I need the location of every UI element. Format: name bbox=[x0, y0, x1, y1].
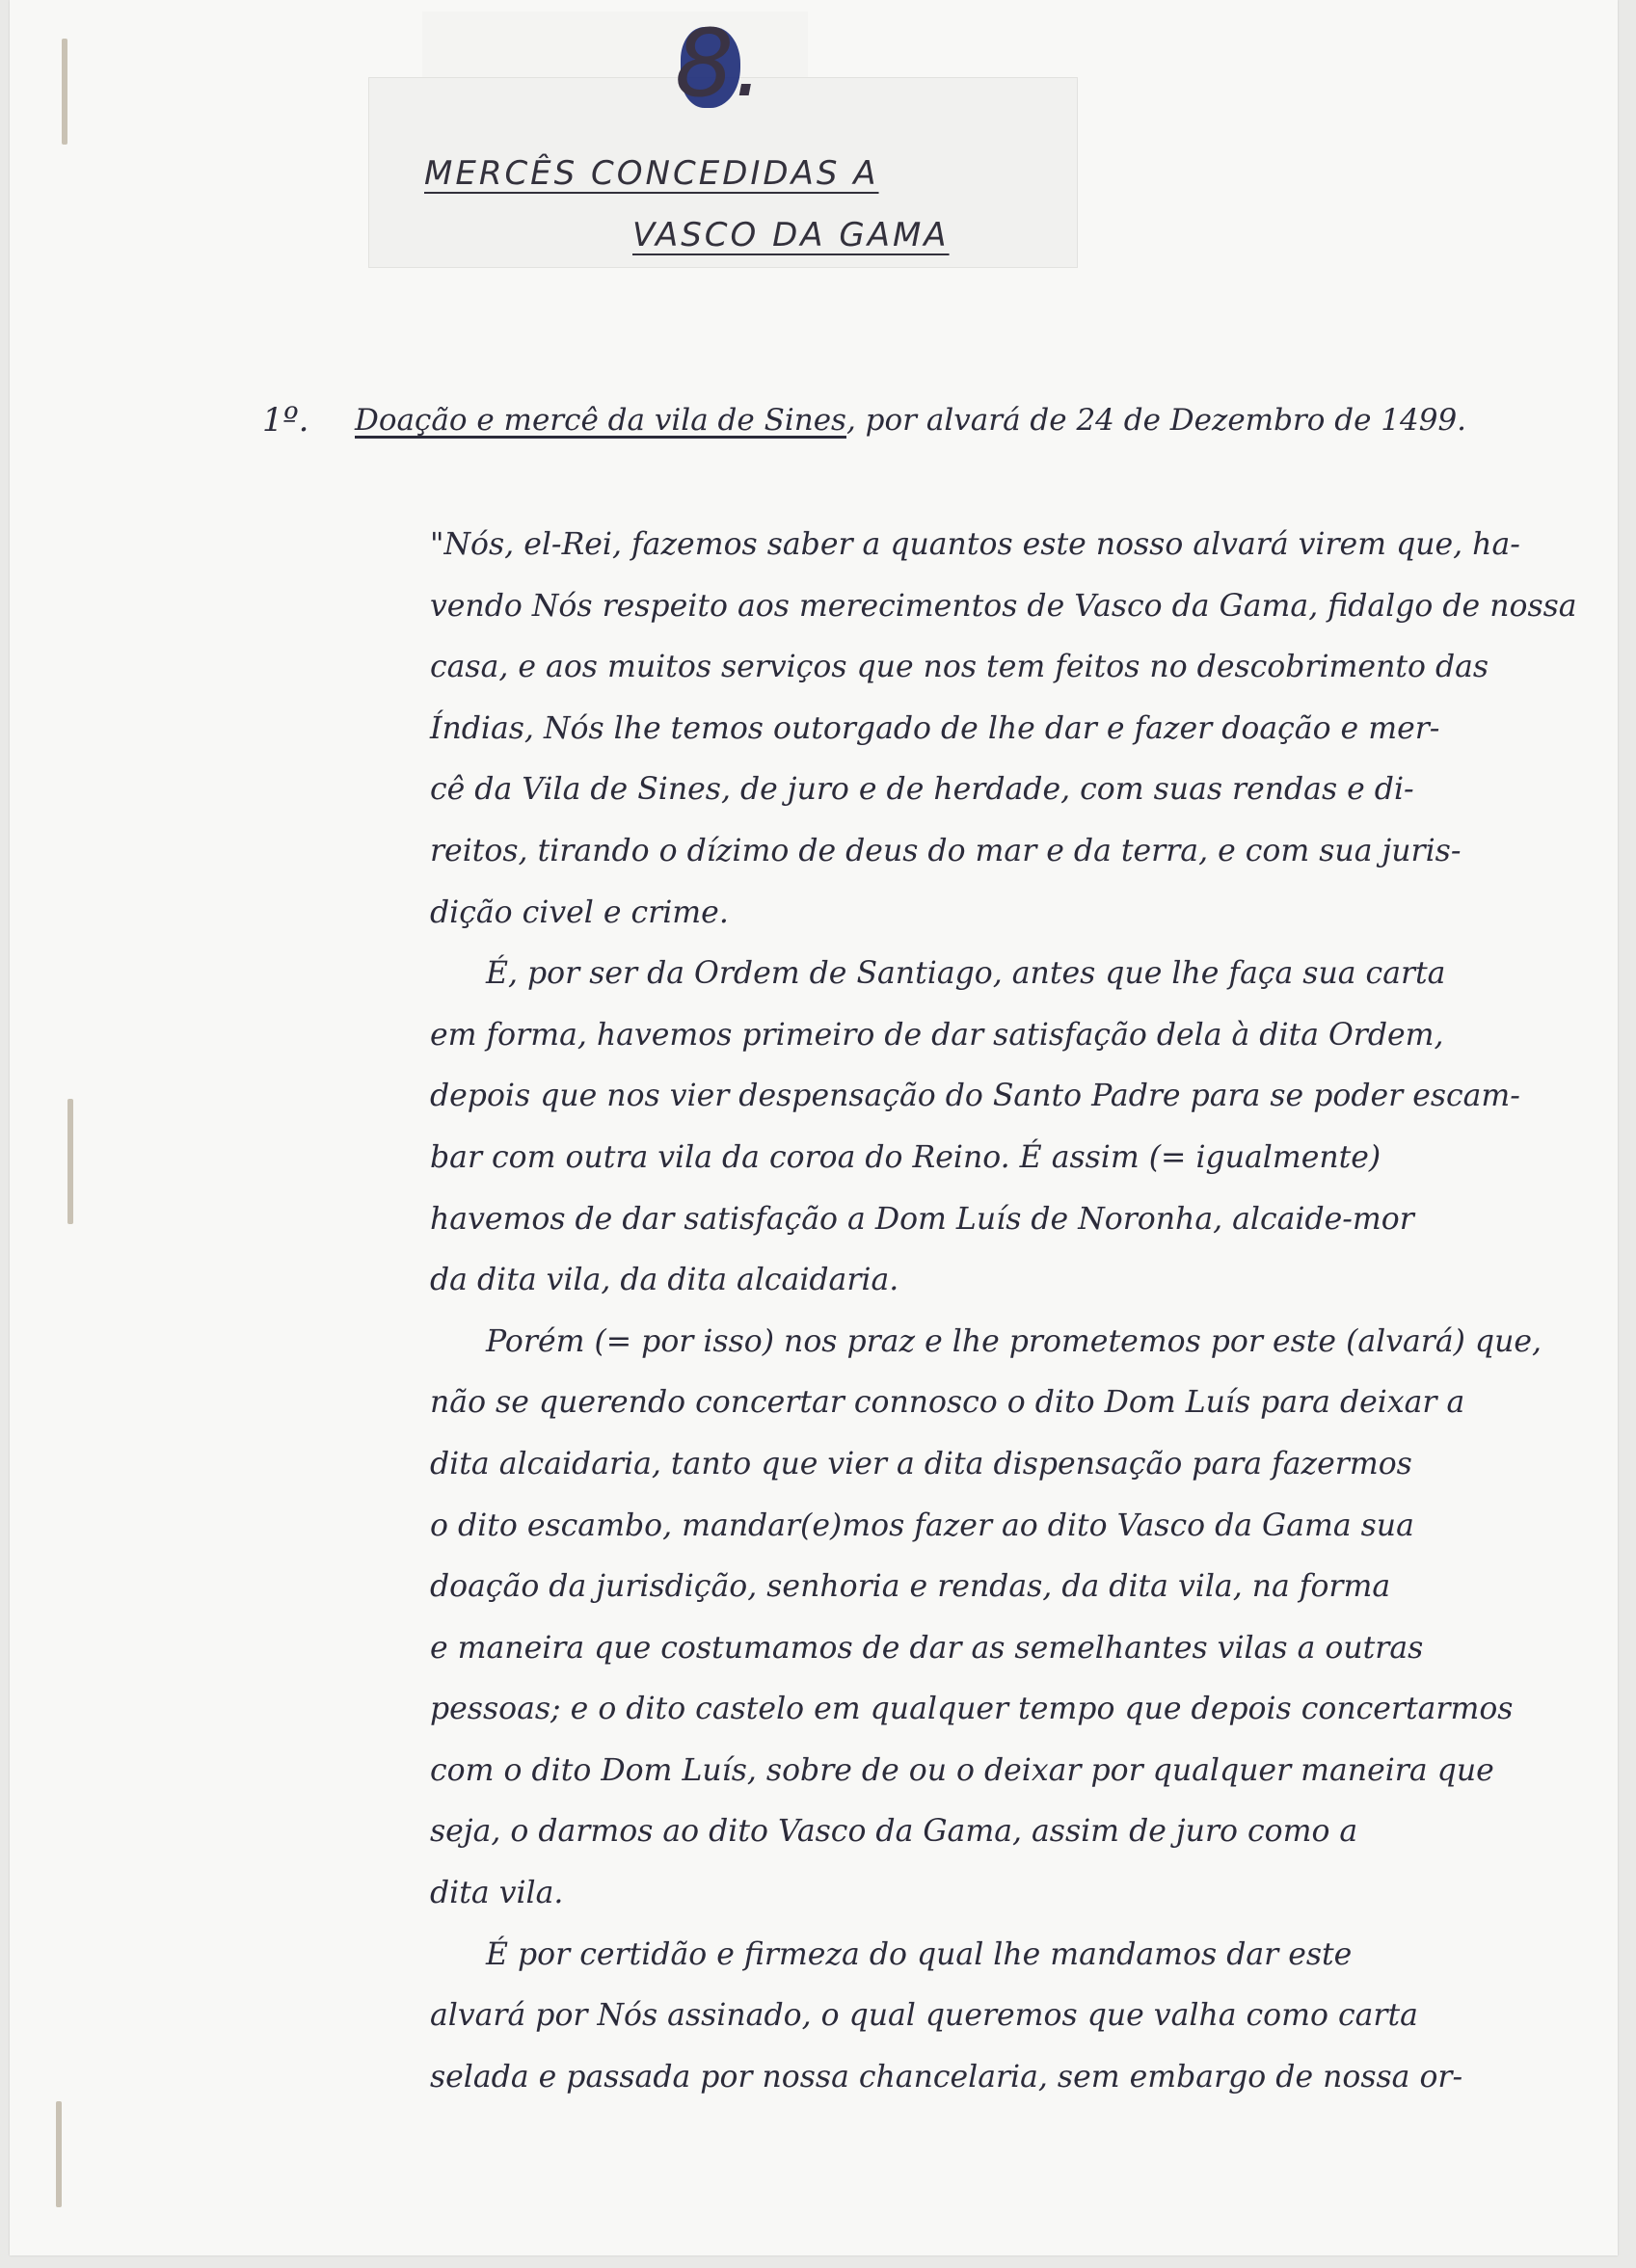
title-line-1: MERCÊS CONCEDIDAS A bbox=[424, 154, 879, 193]
text-line: seja, o darmos ao dito Vasco da Gama, assim de juro como a bbox=[430, 1814, 1358, 1850]
text-line: dita alcaidaria, tanto que vier a dita dispensação para fazermos bbox=[430, 1446, 1412, 1481]
text-line: o dito escambo, mandar(e)mos fazer ao dito Vasco da Gama sua bbox=[430, 1508, 1414, 1543]
text-line: casa, e aos muitos serviços que nos tem feitos no descobrimento das bbox=[430, 650, 1489, 685]
text-line: Porém (= por isso) nos praz e lhe prometemos por este (alvará) que, bbox=[486, 1323, 1542, 1359]
binding-hole-mark bbox=[62, 39, 67, 145]
text-line: pessoas; e o dito castelo em qualquer tempo que depois concertarmos bbox=[430, 1692, 1514, 1727]
text-line: bar com outra vila da coroa do Reino. É assim (= igualmente) bbox=[430, 1139, 1381, 1175]
item-number: 1º. bbox=[262, 401, 309, 440]
transcription-body bbox=[430, 515, 1587, 2108]
text-line: cê da Vila de Sines, de juro e de herdade, com suas rendas e di- bbox=[430, 772, 1414, 808]
text-line: Índias, Nós lhe temos outorgado de lhe dar e fazer doação e mer- bbox=[430, 710, 1440, 746]
text-line: dita vila. bbox=[430, 1876, 564, 1911]
text-line: dição civel e crime. bbox=[430, 894, 729, 930]
text-line: doação da jurisdição, senhoria e rendas, da dita vila, na forma bbox=[430, 1569, 1391, 1605]
document-number: 8. bbox=[675, 10, 764, 118]
text-line: reitos, tirando o dízimo de deus do mar e da terra, e com sua juris- bbox=[430, 833, 1462, 868]
item-heading-rest: , por alvará de 24 de Dezembro de 1499. bbox=[845, 403, 1467, 438]
manuscript-page bbox=[10, 0, 1618, 2255]
binding-hole-mark bbox=[56, 2101, 62, 2207]
title-line-2: VASCO DA GAMA bbox=[632, 216, 950, 254]
text-line: vendo Nós respeito aos merecimentos de Vasco da Gama, fidalgo de nossa bbox=[430, 588, 1577, 624]
text-line: havemos de dar satisfação a Dom Luís de Noronha, alcaide-mor bbox=[430, 1201, 1414, 1237]
text-line: da dita vila, da dita alcaidaria. bbox=[430, 1263, 899, 1298]
item-heading-underlined: Doação e mercê da vila de Sines bbox=[355, 403, 846, 438]
binding-hole-mark bbox=[67, 1099, 73, 1224]
text-line: É, por ser da Ordem de Santiago, antes que lhe faça sua carta bbox=[486, 956, 1446, 992]
text-line: em forma, havemos primeiro de dar satisfação dela à dita Ordem, bbox=[430, 1017, 1444, 1053]
text-line: alvará por Nós assinado, o qual queremos que valha como carta bbox=[430, 1998, 1418, 2034]
text-line: não se querendo concertar connosco o dito Dom Luís para deixar a bbox=[430, 1385, 1465, 1421]
text-line: selada e passada por nossa chancelaria, sem embargo de nossa or- bbox=[430, 2059, 1463, 2095]
text-line: depois que nos vier despensação do Santo Padre para se poder escam- bbox=[430, 1079, 1520, 1114]
text-line: e maneira que costumamos de dar as semelhantes vilas a outras bbox=[430, 1630, 1424, 1666]
text-line: "Nós, el-Rei, fazemos saber a quantos este nosso alvará virem que, ha- bbox=[430, 527, 1520, 562]
text-line: com o dito Dom Luís, sobre de ou o deixar por qualquer maneira que bbox=[430, 1752, 1494, 1788]
item-heading bbox=[355, 403, 1466, 438]
text-line: É por certidão e firmeza do qual lhe mandamos dar este bbox=[486, 1936, 1353, 1972]
